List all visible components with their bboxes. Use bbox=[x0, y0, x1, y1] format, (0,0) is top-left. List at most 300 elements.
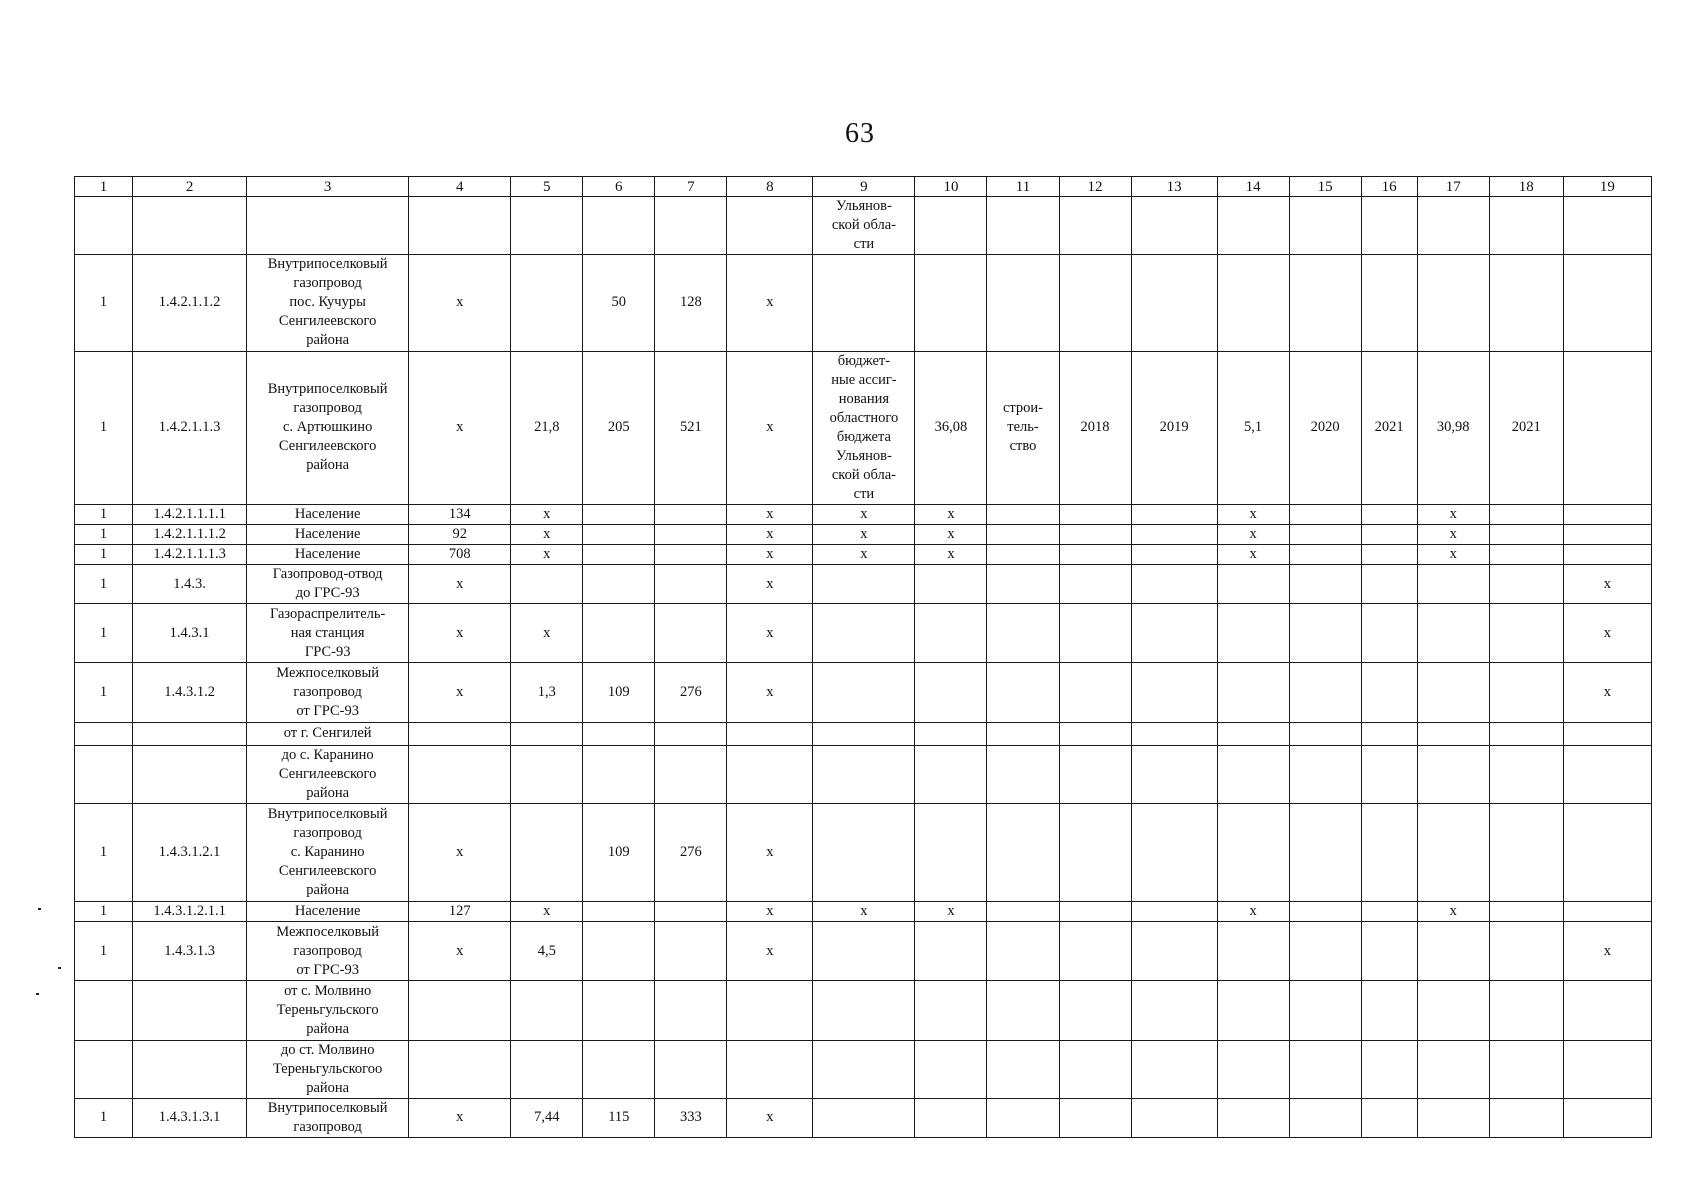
table-cell: х bbox=[1417, 902, 1489, 922]
table-cell: 1.4.3.1.2 bbox=[133, 663, 247, 722]
table-cell bbox=[727, 1040, 813, 1098]
table-cell bbox=[133, 981, 247, 1040]
table-row bbox=[75, 1098, 1652, 1137]
table-cell bbox=[1563, 197, 1651, 255]
table-cell bbox=[655, 525, 727, 545]
table-cell bbox=[1131, 981, 1217, 1040]
column-header-4: 4 bbox=[409, 177, 511, 197]
table-cell bbox=[915, 1098, 987, 1137]
column-header-1: 1 bbox=[75, 177, 133, 197]
table-cell: х bbox=[409, 663, 511, 722]
table-cell bbox=[1417, 745, 1489, 803]
table-cell bbox=[1563, 1040, 1651, 1098]
table-cell: х bbox=[727, 351, 813, 504]
table-cell: х bbox=[915, 505, 987, 525]
table-cell bbox=[1563, 902, 1651, 922]
table-cell bbox=[1417, 981, 1489, 1040]
table-cell bbox=[1361, 722, 1417, 745]
table-cell bbox=[987, 981, 1059, 1040]
table-cell: 2021 bbox=[1489, 351, 1563, 504]
table-cell bbox=[75, 722, 133, 745]
table-cell: х bbox=[1217, 525, 1289, 545]
table-cell: 1.4.3.1.3 bbox=[133, 922, 247, 981]
table-cell bbox=[409, 1040, 511, 1098]
table-cell bbox=[813, 803, 915, 901]
table-cell bbox=[987, 525, 1059, 545]
table-cell bbox=[1059, 197, 1131, 255]
table-cell bbox=[813, 663, 915, 722]
table-cell: 1 bbox=[75, 604, 133, 663]
table-cell bbox=[987, 722, 1059, 745]
table-cell bbox=[1489, 663, 1563, 722]
table-cell: х bbox=[409, 922, 511, 981]
table-cell: 2019 bbox=[1131, 351, 1217, 504]
table-cell: Внутрипоселковый газопровод пос. Кучуры Сенгилеевского района bbox=[247, 255, 409, 351]
table-cell bbox=[1361, 663, 1417, 722]
table-cell: 708 bbox=[409, 545, 511, 565]
table-cell: 205 bbox=[583, 351, 655, 504]
table-cell bbox=[1361, 803, 1417, 901]
table-cell bbox=[655, 902, 727, 922]
table-cell bbox=[1289, 902, 1361, 922]
table-cell bbox=[583, 565, 655, 604]
table-cell bbox=[987, 1098, 1059, 1137]
table-cell bbox=[1563, 351, 1651, 504]
column-header-14: 14 bbox=[1217, 177, 1289, 197]
table-cell bbox=[133, 722, 247, 745]
table-cell: 1 bbox=[75, 255, 133, 351]
table-cell: х bbox=[727, 902, 813, 922]
table-cell bbox=[511, 255, 583, 351]
table-cell bbox=[727, 745, 813, 803]
table-cell bbox=[583, 722, 655, 745]
table-row bbox=[75, 525, 1652, 545]
table-cell: х bbox=[813, 545, 915, 565]
table-cell bbox=[1131, 1098, 1217, 1137]
table-cell bbox=[813, 745, 915, 803]
table-cell bbox=[1361, 1098, 1417, 1137]
table-cell bbox=[75, 197, 133, 255]
table-cell bbox=[1489, 745, 1563, 803]
table-cell: Газопровод-отвод до ГРС-93 bbox=[247, 565, 409, 604]
table-cell: 1.4.2.1.1.3 bbox=[133, 351, 247, 504]
table-cell: х bbox=[409, 255, 511, 351]
table-cell bbox=[583, 745, 655, 803]
table-cell bbox=[1361, 525, 1417, 545]
table-cell bbox=[409, 197, 511, 255]
table-cell bbox=[1361, 255, 1417, 351]
table-cell: 521 bbox=[655, 351, 727, 504]
table-cell bbox=[1059, 1098, 1131, 1137]
table-cell: 1 bbox=[75, 351, 133, 504]
table-cell: х bbox=[1417, 505, 1489, 525]
table-cell: х bbox=[1417, 545, 1489, 565]
table-cell bbox=[1361, 505, 1417, 525]
table-cell bbox=[1289, 255, 1361, 351]
table-cell bbox=[987, 663, 1059, 722]
table-cell: 276 bbox=[655, 663, 727, 722]
table-cell bbox=[1059, 803, 1131, 901]
table-cell bbox=[409, 981, 511, 1040]
table-cell bbox=[915, 745, 987, 803]
table-cell bbox=[1217, 604, 1289, 663]
table-cell: 5,1 bbox=[1217, 351, 1289, 504]
table-cell bbox=[987, 902, 1059, 922]
column-header-8: 8 bbox=[727, 177, 813, 197]
table-cell bbox=[655, 1040, 727, 1098]
table-cell bbox=[1417, 197, 1489, 255]
table-cell: 7,44 bbox=[511, 1098, 583, 1137]
table-cell bbox=[1131, 505, 1217, 525]
table-cell bbox=[1289, 1040, 1361, 1098]
table-cell bbox=[1059, 604, 1131, 663]
table-cell bbox=[1059, 545, 1131, 565]
table-cell: 1.4.2.1.1.1.3 bbox=[133, 545, 247, 565]
table-cell bbox=[1417, 565, 1489, 604]
table-cell bbox=[1059, 922, 1131, 981]
table-cell bbox=[1361, 902, 1417, 922]
table-cell bbox=[1417, 255, 1489, 351]
table-cell bbox=[1217, 722, 1289, 745]
table-cell: 21,8 bbox=[511, 351, 583, 504]
table-cell: х bbox=[511, 902, 583, 922]
column-header-13: 13 bbox=[1131, 177, 1217, 197]
table-cell: х bbox=[511, 545, 583, 565]
table-cell bbox=[1489, 922, 1563, 981]
table-cell bbox=[75, 1040, 133, 1098]
table-cell: до ст. Молвино Тереньгульскогоо района bbox=[247, 1040, 409, 1098]
table-cell: Межпоселковый газопровод от ГРС-93 bbox=[247, 663, 409, 722]
table-cell: х bbox=[813, 505, 915, 525]
column-header-10: 10 bbox=[915, 177, 987, 197]
table-cell bbox=[1131, 525, 1217, 545]
table-cell bbox=[1563, 981, 1651, 1040]
table-cell bbox=[1289, 505, 1361, 525]
table-cell bbox=[813, 981, 915, 1040]
table-cell bbox=[583, 922, 655, 981]
table-cell bbox=[1131, 565, 1217, 604]
table-cell bbox=[1489, 803, 1563, 901]
table-cell bbox=[1417, 722, 1489, 745]
table-cell bbox=[1217, 803, 1289, 901]
table-cell bbox=[1417, 922, 1489, 981]
table-cell bbox=[1059, 255, 1131, 351]
table-cell bbox=[813, 722, 915, 745]
table-cell: х bbox=[1417, 525, 1489, 545]
column-header-9: 9 bbox=[813, 177, 915, 197]
table-cell bbox=[1289, 803, 1361, 901]
table-row bbox=[75, 255, 1652, 351]
table-cell: х bbox=[409, 565, 511, 604]
table-row bbox=[75, 663, 1652, 722]
column-header-11: 11 bbox=[987, 177, 1059, 197]
table-cell: 92 bbox=[409, 525, 511, 545]
table-cell bbox=[1563, 545, 1651, 565]
table-cell bbox=[1489, 981, 1563, 1040]
table-cell bbox=[1563, 525, 1651, 545]
table-cell bbox=[133, 1040, 247, 1098]
table-cell bbox=[655, 545, 727, 565]
table-cell: 1.4.2.1.1.1.1 bbox=[133, 505, 247, 525]
table-cell bbox=[1131, 922, 1217, 981]
table-cell bbox=[1489, 1098, 1563, 1137]
table-cell bbox=[987, 604, 1059, 663]
table-cell bbox=[1417, 663, 1489, 722]
table-cell bbox=[1131, 197, 1217, 255]
table-cell bbox=[1131, 663, 1217, 722]
table-cell bbox=[1489, 902, 1563, 922]
table-cell bbox=[1361, 1040, 1417, 1098]
table-cell bbox=[1489, 604, 1563, 663]
column-header-3: 3 bbox=[247, 177, 409, 197]
table-cell bbox=[1361, 981, 1417, 1040]
table-cell: 1,3 bbox=[511, 663, 583, 722]
table-cell: от г. Сенгилей bbox=[247, 722, 409, 745]
table-cell: 1 bbox=[75, 1098, 133, 1137]
table-cell: 1 bbox=[75, 565, 133, 604]
table-cell bbox=[915, 255, 987, 351]
table-cell bbox=[133, 197, 247, 255]
table-cell: 276 bbox=[655, 803, 727, 901]
table-cell: 2018 bbox=[1059, 351, 1131, 504]
table-cell bbox=[1217, 745, 1289, 803]
table-cell bbox=[1059, 902, 1131, 922]
table-cell: 1 bbox=[75, 545, 133, 565]
table-cell bbox=[1361, 565, 1417, 604]
table-cell bbox=[915, 981, 987, 1040]
table-cell bbox=[1563, 745, 1651, 803]
scan-speck bbox=[38, 908, 41, 910]
table-cell: 2020 bbox=[1289, 351, 1361, 504]
table-cell: 1.4.3.1.2.1 bbox=[133, 803, 247, 901]
table-cell bbox=[583, 1040, 655, 1098]
table-cell bbox=[1361, 922, 1417, 981]
column-header-19: 19 bbox=[1563, 177, 1651, 197]
table-cell: строи- тель- ство bbox=[987, 351, 1059, 504]
table-cell: х bbox=[813, 525, 915, 545]
table-cell: 1 bbox=[75, 902, 133, 922]
table-cell bbox=[409, 722, 511, 745]
table-cell bbox=[987, 505, 1059, 525]
table-cell bbox=[987, 545, 1059, 565]
table-cell bbox=[1563, 803, 1651, 901]
table-cell: 30,98 bbox=[1417, 351, 1489, 504]
table-cell: х bbox=[727, 1098, 813, 1137]
page-number: 63 bbox=[845, 118, 875, 149]
table-cell bbox=[987, 1040, 1059, 1098]
table-cell bbox=[511, 803, 583, 901]
table-cell bbox=[813, 1040, 915, 1098]
table-cell bbox=[1289, 722, 1361, 745]
table-cell bbox=[1289, 197, 1361, 255]
table-cell bbox=[1059, 663, 1131, 722]
table-cell: 1.4.2.1.1.2 bbox=[133, 255, 247, 351]
table-cell: 1.4.3.1 bbox=[133, 604, 247, 663]
table-cell bbox=[1289, 525, 1361, 545]
table-cell: х bbox=[511, 604, 583, 663]
table-cell: Газораспрелитель- ная станция ГРС-93 bbox=[247, 604, 409, 663]
table-cell bbox=[655, 604, 727, 663]
table-cell bbox=[1489, 255, 1563, 351]
column-header-17: 17 bbox=[1417, 177, 1489, 197]
table-cell: х bbox=[727, 545, 813, 565]
table-cell: 36,08 bbox=[915, 351, 987, 504]
table-cell bbox=[727, 722, 813, 745]
table-cell bbox=[511, 745, 583, 803]
table-cell bbox=[1361, 745, 1417, 803]
table-cell: 109 bbox=[583, 663, 655, 722]
table-cell bbox=[655, 565, 727, 604]
table-cell: х bbox=[409, 351, 511, 504]
table-row bbox=[75, 745, 1652, 803]
table-cell: х bbox=[727, 922, 813, 981]
scan-speck bbox=[36, 993, 39, 995]
table-cell bbox=[1217, 197, 1289, 255]
table-cell bbox=[1489, 505, 1563, 525]
table-cell bbox=[1289, 1098, 1361, 1137]
table-cell bbox=[511, 722, 583, 745]
table-cell: Внутрипоселковый газопровод bbox=[247, 1098, 409, 1137]
table-cell bbox=[915, 604, 987, 663]
table-cell bbox=[1289, 922, 1361, 981]
table-cell bbox=[1289, 663, 1361, 722]
table-cell bbox=[409, 745, 511, 803]
column-header-5: 5 bbox=[511, 177, 583, 197]
table-cell bbox=[915, 663, 987, 722]
table-cell bbox=[583, 604, 655, 663]
table-cell bbox=[511, 565, 583, 604]
table-cell: х bbox=[1563, 922, 1651, 981]
table-cell bbox=[583, 981, 655, 1040]
table-cell bbox=[583, 545, 655, 565]
table-cell: 4,5 bbox=[511, 922, 583, 981]
table-cell bbox=[813, 565, 915, 604]
table-cell: х bbox=[727, 255, 813, 351]
table-cell bbox=[987, 922, 1059, 981]
table-cell: х bbox=[511, 525, 583, 545]
table-cell bbox=[655, 922, 727, 981]
table-cell: х bbox=[727, 663, 813, 722]
table-cell bbox=[987, 565, 1059, 604]
column-header-18: 18 bbox=[1489, 177, 1563, 197]
table-cell bbox=[813, 922, 915, 981]
table-cell bbox=[655, 197, 727, 255]
table-cell bbox=[1361, 604, 1417, 663]
table-cell: х bbox=[1217, 545, 1289, 565]
table-cell: Внутрипоселковый газопровод с. Каранино Сенгилеевского района bbox=[247, 803, 409, 901]
table-row bbox=[75, 981, 1652, 1040]
table-cell bbox=[1131, 803, 1217, 901]
table-cell bbox=[75, 981, 133, 1040]
table-cell bbox=[727, 197, 813, 255]
table-cell: х bbox=[727, 565, 813, 604]
table-cell bbox=[1563, 1098, 1651, 1137]
table-cell bbox=[1217, 1040, 1289, 1098]
table-cell: х bbox=[409, 803, 511, 901]
column-header-6: 6 bbox=[583, 177, 655, 197]
table-cell bbox=[1217, 565, 1289, 604]
table-cell bbox=[1417, 803, 1489, 901]
table-cell: Ульянов- ской обла- сти bbox=[813, 197, 915, 255]
table-cell bbox=[1289, 981, 1361, 1040]
table-cell: х bbox=[1217, 902, 1289, 922]
table-cell bbox=[1417, 1098, 1489, 1137]
table-cell: бюджет- ные ассиг- нования областного бюджета Ульянов- ской обла- сти bbox=[813, 351, 915, 504]
table-cell bbox=[655, 745, 727, 803]
table-cell bbox=[1217, 981, 1289, 1040]
table-cell: Население bbox=[247, 505, 409, 525]
table-cell bbox=[511, 197, 583, 255]
table-cell bbox=[511, 981, 583, 1040]
table-cell bbox=[1059, 1040, 1131, 1098]
table-cell bbox=[1059, 722, 1131, 745]
column-header-16: 16 bbox=[1361, 177, 1417, 197]
table-cell bbox=[1489, 197, 1563, 255]
table-cell bbox=[1131, 902, 1217, 922]
table-cell bbox=[915, 803, 987, 901]
table-row bbox=[75, 722, 1652, 745]
column-header-2: 2 bbox=[133, 177, 247, 197]
column-header-12: 12 bbox=[1059, 177, 1131, 197]
table-cell bbox=[987, 197, 1059, 255]
table-row bbox=[75, 545, 1652, 565]
table-row bbox=[75, 1040, 1652, 1098]
table-cell bbox=[75, 745, 133, 803]
table-cell bbox=[1131, 745, 1217, 803]
table-cell: х bbox=[1563, 565, 1651, 604]
table-cell bbox=[915, 565, 987, 604]
table-cell bbox=[583, 902, 655, 922]
table-cell bbox=[655, 722, 727, 745]
table-cell bbox=[1217, 922, 1289, 981]
table-row bbox=[75, 803, 1652, 901]
table-cell bbox=[1059, 981, 1131, 1040]
table-cell: х bbox=[727, 803, 813, 901]
table-cell: х bbox=[727, 505, 813, 525]
table-cell: х bbox=[1217, 505, 1289, 525]
table-cell: х bbox=[409, 604, 511, 663]
table-cell bbox=[583, 505, 655, 525]
table-cell: х bbox=[727, 525, 813, 545]
table-row bbox=[75, 604, 1652, 663]
table-row bbox=[75, 902, 1652, 922]
table-cell bbox=[1059, 745, 1131, 803]
data-table bbox=[74, 176, 1652, 1138]
table-cell: 109 bbox=[583, 803, 655, 901]
table-row bbox=[75, 351, 1652, 504]
table-cell bbox=[915, 1040, 987, 1098]
table-cell: Население bbox=[247, 902, 409, 922]
table-cell: 127 bbox=[409, 902, 511, 922]
table-cell: 1.4.3.1.3.1 bbox=[133, 1098, 247, 1137]
table-cell bbox=[813, 604, 915, 663]
table-cell: 2021 bbox=[1361, 351, 1417, 504]
table-cell: 1.4.3. bbox=[133, 565, 247, 604]
table-row bbox=[75, 922, 1652, 981]
table-cell bbox=[1131, 545, 1217, 565]
table-cell bbox=[1563, 722, 1651, 745]
table-cell bbox=[1289, 745, 1361, 803]
table-cell: х bbox=[1563, 663, 1651, 722]
table-cell: Внутрипоселковый газопровод с. Артюшкино Сенгилеевского района bbox=[247, 351, 409, 504]
table-cell: 134 bbox=[409, 505, 511, 525]
table-cell bbox=[1289, 565, 1361, 604]
table-cell bbox=[1059, 565, 1131, 604]
table-cell bbox=[1489, 545, 1563, 565]
table-cell: 333 bbox=[655, 1098, 727, 1137]
scan-speck bbox=[58, 967, 61, 969]
table-cell bbox=[247, 197, 409, 255]
